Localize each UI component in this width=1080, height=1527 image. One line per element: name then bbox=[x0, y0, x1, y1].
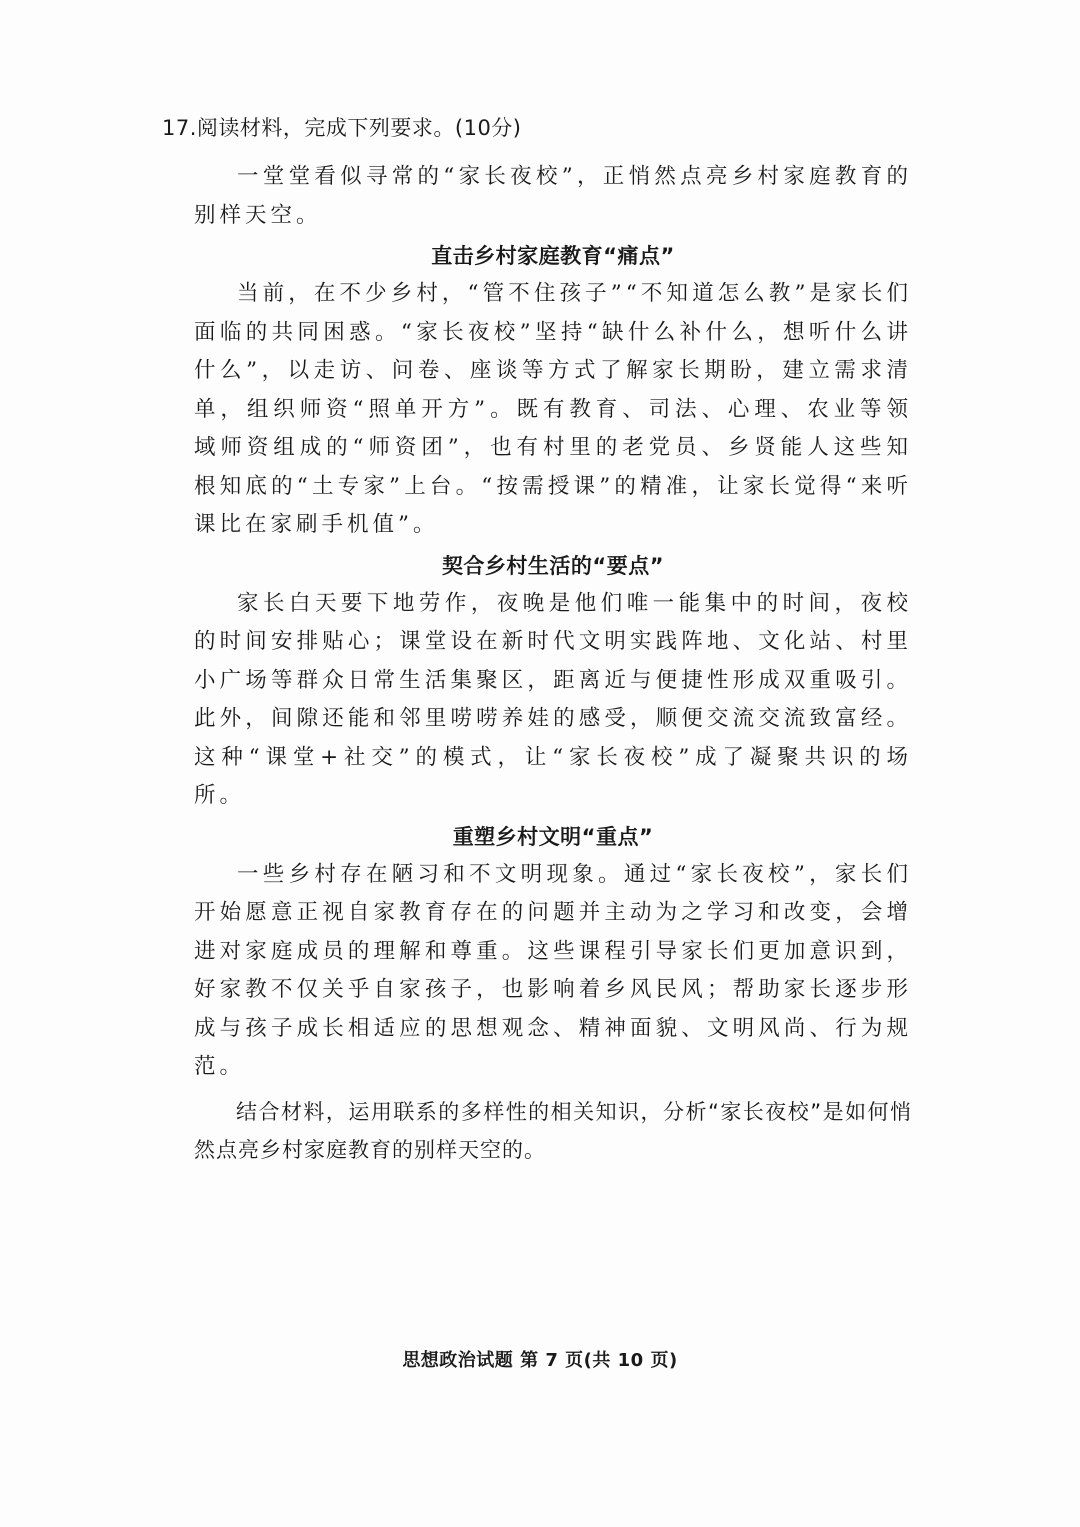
section-body-focus-point: 一些乡村存在陋习和不文明现象。通过“家长夜校”，家长们开始愿意正视自家教育存在的问题并主动为之学习和改变，会增进对家庭成员的理解和尊重。这些课程引导家长们更加意识到，好家教不仅关乎自家孩子，也影响着乡风民风；帮助家长逐步形成与孩子成长相适应的思想观念、精神面貌、文明风尚、行为规范。 bbox=[194, 861, 912, 1079]
section-heading-pain-point: 直击乡村家庭教育“痛点” bbox=[431, 244, 675, 268]
question-title: 17.阅读材料，完成下列要求。(10分) bbox=[162, 116, 522, 140]
task-prompt: 结合材料，运用联系的多样性的相关知识，分析“家长夜校”是如何悄然点亮乡村家庭教育的别样天空的。 bbox=[194, 1099, 912, 1162]
page-footer: 思想政治试题 第 7 页(共 10 页) bbox=[402, 1350, 678, 1371]
section-body-pain-point: 当前，在不少乡村，“管不住孩子”“不知道怎么教”是家长们面临的共同困惑。“家长夜校”坚持“缺什么补什么，想听什么讲什么”，以走访、问卷、座谈等方式了解家长期盼，建立需求清单，组织师资“照单开方”。既有教育、司法、心理、农业等领域师资组成的“师资团”，也有村里的老党员、乡贤能人这些知根知底的“土专家”上台。“按需授课”的精准，让家长觉得“来听课比在家刷手机值”。 bbox=[194, 281, 912, 537]
intro-paragraph: 一堂堂看似寻常的“家长夜校”，正悄然点亮乡村家庭教育的别样天空。 bbox=[194, 164, 912, 228]
section-body-key-point: 家长白天要下地劳作，夜晚是他们唯一能集中的时间，夜校的时间安排贴心；课堂设在新时代文明实践阵地、文化站、村里小广场等群众日常生活集聚区，距离近与便捷性形成双重吸引。此外，间隙还能和邻里唠唠养娃的感受，顺便交流交流致富经。这种“课堂+社交”的模式，让“家长夜校”成了凝聚共识的场所。 bbox=[194, 590, 912, 808]
question-block bbox=[162, 112, 912, 1169]
section-heading-key-point: 契合乡村生活的“要点” bbox=[441, 553, 665, 578]
section-heading-focus-point: 重塑乡村文明“重点” bbox=[452, 824, 654, 849]
